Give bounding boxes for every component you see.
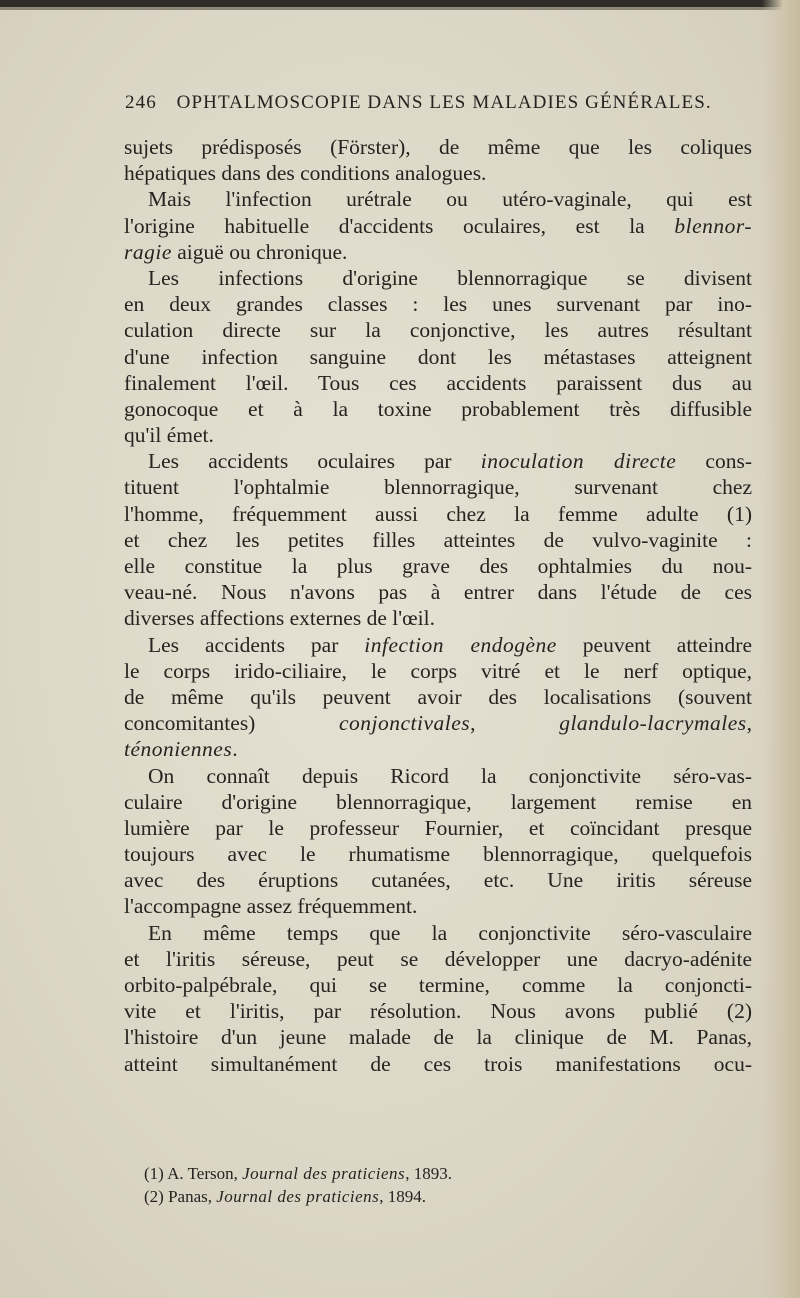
text-line xyxy=(124,134,752,160)
text-run: gonocoque et à la toxine probablement très diffusible xyxy=(124,396,752,421)
italic-phrase: blennor- xyxy=(674,213,752,238)
text-run: avec des éruptions cutanées, etc. Une iritis séreuse xyxy=(124,868,752,893)
text-run: concomitantes) xyxy=(124,711,339,736)
italic-phrase: conjonctivales xyxy=(338,711,471,736)
text-run: l'accompagne assez fréquemment. xyxy=(124,894,418,919)
text-run: orbito-palpébrale, qui se termine, comme la conjoncti- xyxy=(124,973,752,997)
text-line xyxy=(124,920,752,946)
text-line xyxy=(124,265,752,291)
text-line xyxy=(124,684,752,710)
text-run: Les accidents par xyxy=(148,632,365,657)
text-line xyxy=(124,841,752,867)
text-run: et chez les petites filles atteintes de vulvo-vaginite : xyxy=(124,527,752,552)
text-run: . xyxy=(232,737,238,762)
footnote-mark: (2) xyxy=(144,1187,164,1206)
text-line xyxy=(124,632,752,658)
text-run: hépatiques dans des conditions analogues. xyxy=(124,161,487,186)
footnotes xyxy=(144,1162,704,1208)
footnote-year: , 1894. xyxy=(379,1187,427,1206)
text-run: de même qu'ils peuvent avoir des localisations (souvent xyxy=(124,684,752,709)
text-line xyxy=(124,998,752,1024)
text-run: qu'il émet. xyxy=(124,423,214,448)
text-run: aiguë ou chronique. xyxy=(171,239,348,264)
page-top-edge-shadow xyxy=(0,7,800,10)
text-run: toujours avec le rhumatisme blennorragique, quelquefois xyxy=(124,842,752,867)
text-line xyxy=(124,1024,752,1050)
text-line xyxy=(124,579,752,605)
text-run: On connaît depuis Ricord la conjonctivite séro-vas- xyxy=(148,763,752,788)
page-right-edge xyxy=(762,0,800,1298)
text-line xyxy=(124,448,752,474)
text-line xyxy=(124,344,752,370)
text-run: Mais l'infection urétrale ou utéro-vaginale, qui est xyxy=(148,187,752,212)
text-line xyxy=(124,239,752,265)
text-run: tituent l'ophtalmie blennorragique, survenant chez xyxy=(124,475,752,500)
text-run: l'histoire d'un jeune malade de la clinique de M. Panas, xyxy=(124,1025,752,1050)
text-line xyxy=(124,474,752,500)
text-run: d'une infection sanguine dont les métastases atteignent xyxy=(124,344,752,369)
text-line xyxy=(124,763,752,789)
body-text xyxy=(124,134,752,1077)
italic-phrase: ténoniennes xyxy=(124,737,233,762)
text-run: sujets prédisposés (Förster), de même que les coliques xyxy=(124,135,752,159)
text-line xyxy=(124,317,752,343)
text-run: Les accidents oculaires par xyxy=(148,449,481,474)
footnote-journal: Journal des praticiens xyxy=(242,1164,406,1183)
footnote-journal: Journal des praticiens xyxy=(216,1187,380,1206)
footnote xyxy=(144,1162,704,1185)
footnote-year: , 1893. xyxy=(405,1164,452,1183)
text-line xyxy=(124,291,752,317)
text-run: En même temps que la conjonctivite séro-vasculaire xyxy=(148,920,752,945)
running-title: OPHTALMOSCOPIE DANS LES MALADIES GÉNÉRALES. xyxy=(176,92,712,113)
text-line xyxy=(124,422,752,448)
text-run: et l'iritis séreuse, peut se développer une dacryo-adénite xyxy=(124,946,752,971)
text-line xyxy=(124,710,752,736)
text-run: Les infections d'origine blennorragique se divisent xyxy=(148,265,752,290)
italic-phrase: ragie xyxy=(124,239,172,264)
italic-phrase: glandulo-lacrymales xyxy=(559,711,747,736)
text-run: l'origine habituelle d'accidents oculaires, est la xyxy=(124,213,675,238)
text-line xyxy=(124,658,752,684)
text-line xyxy=(124,815,752,841)
text-run: en deux grandes classes : les unes survenant par ino- xyxy=(124,292,752,317)
page-number: 246 xyxy=(125,92,157,113)
text-run: diverses affections externes de l'œil. xyxy=(124,606,435,631)
text-line xyxy=(124,893,752,919)
text-line xyxy=(124,213,752,239)
footnote-author: Panas, xyxy=(163,1187,217,1206)
footnote xyxy=(144,1185,704,1208)
text-run: culation directe sur la conjonctive, les autres résultant xyxy=(124,318,752,343)
text-line xyxy=(124,553,752,579)
text-run: finalement l'œil. Tous ces accidents paraissent dus au xyxy=(124,370,752,395)
text-run: lumière par le professeur Fournier, et coïncidant presque xyxy=(124,815,752,840)
text-line xyxy=(124,370,752,396)
text-line xyxy=(124,946,752,972)
page-top-edge xyxy=(0,0,800,7)
text-run: veau-né. Nous n'avons pas à entrer dans l'étude de ces xyxy=(124,580,752,605)
text-line xyxy=(124,396,752,422)
text-line xyxy=(124,736,752,762)
text-run: elle constitue la plus grave des ophtalmies du nou- xyxy=(124,554,752,578)
text-run: l'homme, fréquemment aussi chez la femme adulte (1) xyxy=(124,501,752,526)
text-run: vite et l'iritis, par résolution. Nous avons publié (2) xyxy=(124,999,752,1024)
text-line xyxy=(124,186,752,212)
text-run: , xyxy=(746,711,753,736)
text-run: , xyxy=(470,711,560,736)
footnote-author: A. Terson, xyxy=(163,1164,243,1183)
text-line xyxy=(124,501,752,527)
italic-phrase: inoculation directe xyxy=(480,449,677,474)
italic-phrase: infection endogène xyxy=(364,632,557,657)
text-run: cons- xyxy=(676,449,752,474)
text-run: le corps irido-ciliaire, le corps vitré et le nerf optique, xyxy=(124,658,752,683)
text-run: atteint simultanément de ces trois manifestations ocu- xyxy=(124,1051,752,1076)
text-line xyxy=(124,527,752,553)
text-line xyxy=(124,160,752,186)
text-line xyxy=(124,789,752,815)
text-line xyxy=(124,867,752,893)
text-line xyxy=(124,972,752,998)
footnote-mark: (1) xyxy=(144,1164,164,1183)
text-line xyxy=(124,1051,752,1077)
text-run: culaire d'origine blennorragique, largement remise en xyxy=(124,789,752,814)
text-run: peuvent atteindre xyxy=(556,632,752,657)
running-header xyxy=(125,92,750,114)
text-line xyxy=(124,605,752,631)
